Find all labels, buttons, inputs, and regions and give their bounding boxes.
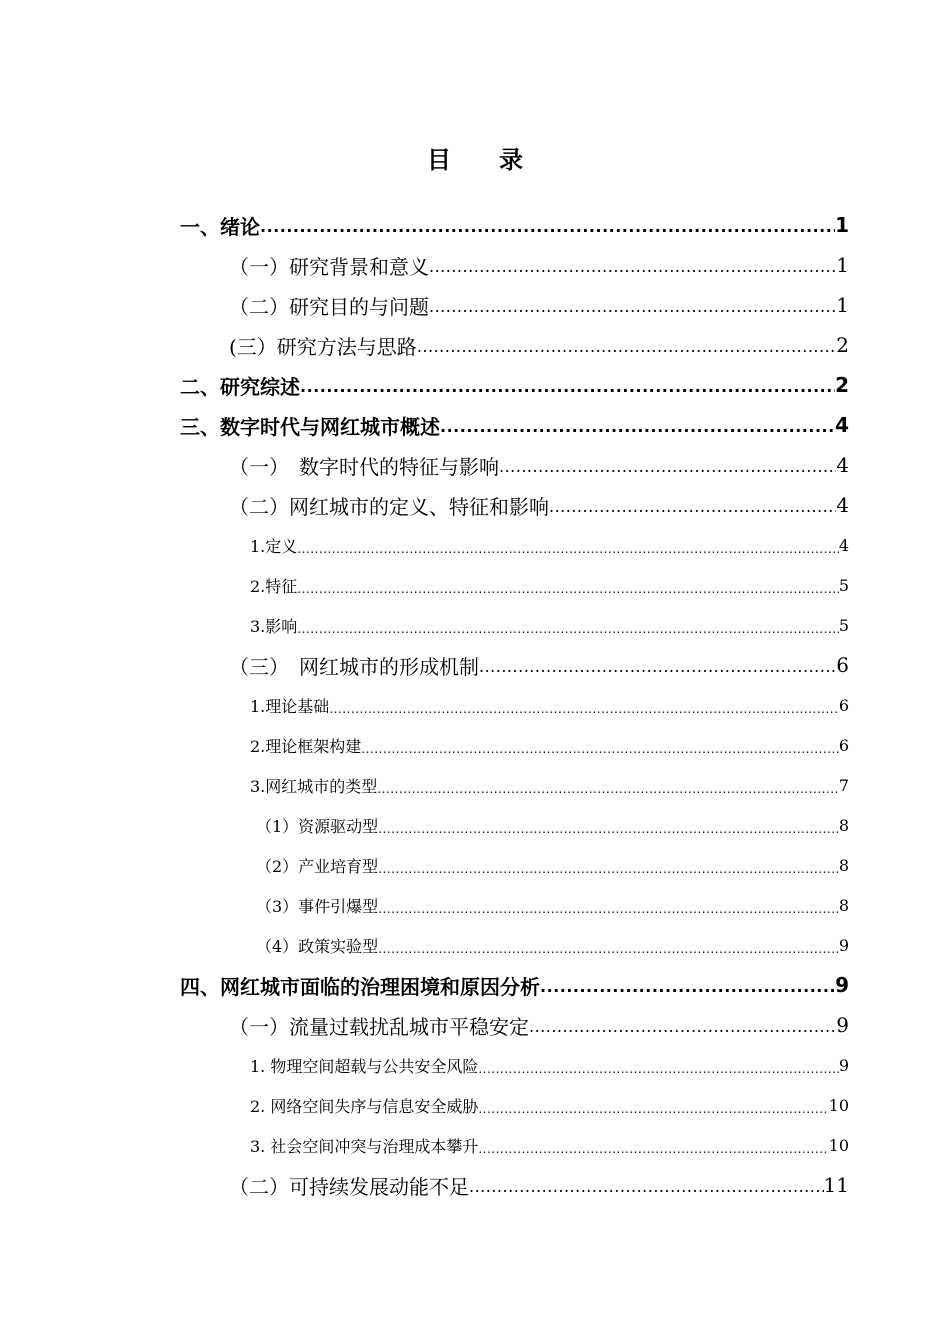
- toc-entry-page-number: 4: [835, 413, 849, 437]
- toc-entry[interactable]: [0, 965, 950, 1005]
- page-title: 目 录: [427, 146, 523, 175]
- toc-dot-leader: [378, 823, 839, 835]
- toc-entry-label: （三） 网红城市的形成机制: [229, 654, 479, 679]
- toc-dot-leader: [429, 299, 836, 315]
- toc-entry[interactable]: [0, 525, 950, 565]
- toc-entry[interactable]: [0, 1125, 950, 1165]
- toc-dot-leader: [540, 979, 835, 995]
- toc-dot-leader: [478, 1103, 828, 1115]
- toc-entry[interactable]: [0, 925, 950, 965]
- toc-entry[interactable]: [0, 845, 950, 885]
- toc-dot-leader: [300, 379, 835, 395]
- table-of-contents: [0, 205, 950, 1205]
- toc-entry-page-number: 2: [836, 333, 849, 357]
- toc-entry[interactable]: [0, 245, 950, 285]
- toc-entry-page-number: 6: [836, 653, 849, 677]
- toc-entry-page-number: 9: [838, 1055, 849, 1075]
- toc-entry-label: 1. 物理空间超载与公共安全风险: [250, 1056, 479, 1076]
- toc-entry-page-number: 1: [836, 253, 849, 277]
- toc-dot-leader: [260, 219, 835, 235]
- toc-entry[interactable]: [0, 805, 950, 845]
- toc-entry[interactable]: [0, 605, 950, 645]
- toc-entry-label: 3. 社会空间冲突与治理成本攀升: [250, 1136, 479, 1156]
- toc-entry[interactable]: [0, 565, 950, 605]
- toc-dot-leader: [499, 459, 836, 475]
- toc-entry-page-number: 4: [836, 493, 849, 517]
- toc-entry[interactable]: [0, 685, 950, 725]
- toc-dot-leader: [440, 419, 835, 435]
- toc-dot-leader: [297, 543, 839, 555]
- toc-entry-page-number: 10: [828, 1095, 849, 1115]
- toc-entry-label: 一、绪论: [180, 214, 260, 239]
- toc-dot-leader: [478, 1143, 828, 1155]
- toc-entry-label: 二、研究综述: [180, 374, 300, 399]
- toc-dot-leader: [549, 499, 836, 515]
- toc-entry[interactable]: [0, 1165, 950, 1205]
- toc-entry-page-number: 1: [836, 293, 849, 317]
- toc-dot-leader: [297, 583, 839, 595]
- toc-dot-leader: [329, 703, 839, 715]
- toc-entry[interactable]: [0, 1045, 950, 1085]
- toc-entry-page-number: 7: [838, 775, 849, 795]
- toc-dot-leader: [479, 659, 836, 675]
- toc-entry-page-number: 1: [835, 213, 849, 237]
- toc-entry-label: 2. 网络空间失序与信息安全威胁: [250, 1096, 479, 1116]
- toc-entry-label: 2.理论框架构建: [250, 736, 362, 756]
- toc-entry-label: 3.网红城市的类型: [250, 776, 378, 796]
- toc-entry-label: （一） 数字时代的特征与影响: [229, 454, 499, 479]
- toc-entry-label: 1.定义: [250, 536, 298, 556]
- toc-entry[interactable]: [0, 365, 950, 405]
- toc-entry[interactable]: [0, 885, 950, 925]
- toc-entry-page-number: 6: [838, 735, 849, 755]
- toc-entry-page-number: 4: [836, 453, 849, 477]
- toc-entry[interactable]: [0, 485, 950, 525]
- toc-entry-label: （3）事件引爆型: [256, 896, 379, 916]
- toc-dot-leader: [378, 903, 839, 915]
- toc-entry-label: 四、网红城市面临的治理困境和原因分析: [180, 974, 540, 999]
- toc-entry[interactable]: [0, 765, 950, 805]
- toc-dot-leader: [297, 623, 839, 635]
- toc-entry-page-number: 8: [838, 855, 849, 875]
- toc-entry-page-number: 2: [835, 373, 849, 397]
- toc-entry-page-number: 10: [828, 1135, 849, 1155]
- toc-dot-leader: [417, 339, 836, 355]
- toc-entry-page-number: 9: [835, 973, 849, 997]
- toc-entry[interactable]: [0, 205, 950, 245]
- toc-dot-leader: [469, 1179, 824, 1195]
- toc-entry-label: （一）流量过载扰乱城市平稳安定: [229, 1014, 529, 1039]
- toc-dot-leader: [378, 863, 839, 875]
- toc-dot-leader: [529, 1019, 836, 1035]
- toc-entry-page-number: 9: [838, 935, 849, 955]
- toc-entry-label: （二）网红城市的定义、特征和影响: [229, 494, 549, 519]
- toc-entry-page-number: 8: [838, 815, 849, 835]
- toc-entry-label: （1）资源驱动型: [256, 816, 379, 836]
- toc-entry-label: 三、数字时代与网红城市概述: [180, 414, 440, 439]
- toc-entry-page-number: 4: [838, 535, 849, 555]
- toc-entry[interactable]: [0, 1085, 950, 1125]
- toc-entry[interactable]: [0, 1005, 950, 1045]
- toc-dot-leader: [429, 259, 836, 275]
- toc-dot-leader: [478, 1063, 838, 1075]
- toc-entry-label: 1.理论基础: [250, 696, 330, 716]
- toc-entry-label: （一）研究背景和意义: [229, 254, 429, 279]
- toc-entry[interactable]: [0, 325, 950, 365]
- toc-entry-label: (三）研究方法与思路: [229, 334, 417, 359]
- toc-entry-label: 2.特征: [250, 576, 298, 596]
- toc-dot-leader: [377, 783, 839, 795]
- toc-entry-label: （二）研究目的与问题: [229, 294, 429, 319]
- toc-entry-page-number: 8: [838, 895, 849, 915]
- toc-entry[interactable]: [0, 445, 950, 485]
- toc-entry-label: 3.影响: [250, 616, 298, 636]
- toc-entry-page-number: 11: [823, 1173, 849, 1197]
- toc-entry[interactable]: [0, 405, 950, 445]
- toc-entry-label: （二）可持续发展动能不足: [229, 1174, 469, 1199]
- toc-dot-leader: [378, 943, 839, 955]
- toc-entry[interactable]: [0, 725, 950, 765]
- toc-entry-page-number: 9: [836, 1013, 849, 1037]
- toc-entry-label: （4）政策实验型: [256, 936, 379, 956]
- toc-entry-page-number: 5: [838, 615, 849, 635]
- toc-entry[interactable]: [0, 285, 950, 325]
- toc-dot-leader: [361, 743, 839, 755]
- toc-entry-page-number: 5: [838, 575, 849, 595]
- toc-entry-page-number: 6: [838, 695, 849, 715]
- toc-entry-label: （2）产业培育型: [256, 856, 379, 876]
- toc-entry[interactable]: [0, 645, 950, 685]
